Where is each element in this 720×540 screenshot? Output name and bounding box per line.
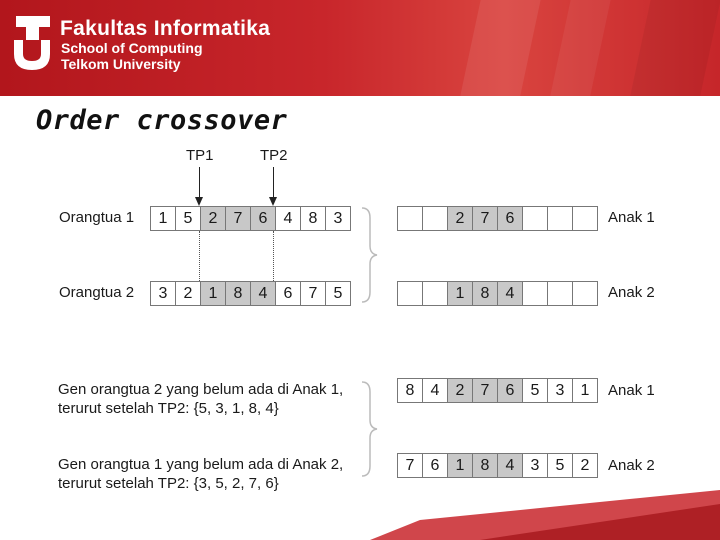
gene-cell [522,281,548,306]
note1-line2: terurut setelah TP2: {5, 3, 1, 8, 4} [58,400,279,417]
gene-cell: 6 [497,378,523,403]
footer-decoration [360,490,720,540]
gene-cell [572,281,598,306]
university-name: Telkom University [61,56,181,72]
note2-line1: Gen orangtua 1 yang belum ada di Anak 2, [58,456,344,473]
gene-cell: 6 [250,206,276,231]
gene-cell: 1 [200,281,226,306]
header-banner [0,0,720,96]
brace-bottom [358,380,380,478]
gene-cell: 1 [447,281,473,306]
gene-cell: 5 [522,378,548,403]
tp2-arrow-head [269,197,277,206]
child2-final-chromosome [397,453,597,478]
child1-partial-label: Anak 1 [608,209,655,226]
gene-cell: 4 [250,281,276,306]
gene-cell: 6 [275,281,301,306]
child1-final-label: Anak 1 [608,382,655,399]
gene-cell [522,206,548,231]
gene-cell: 2 [572,453,598,478]
tp2-arrow [273,167,274,198]
page-title: Order crossover [36,105,288,136]
parent2-label: Orangtua 2 [59,284,135,301]
gene-cell: 7 [300,281,326,306]
gene-cell: 3 [522,453,548,478]
gene-cell: 1 [572,378,598,403]
tp1-dashed-line [199,231,200,281]
gene-cell: 2 [447,378,473,403]
note2-line2: terurut setelah TP2: {3, 5, 2, 7, 6} [58,475,279,492]
gene-cell: 4 [422,378,448,403]
tp2-dashed-line [273,231,274,281]
tp2-label: TP2 [260,147,288,164]
gene-cell [422,206,448,231]
child2-partial-label: Anak 2 [608,284,655,301]
gene-cell [547,281,573,306]
gene-cell: 2 [175,281,201,306]
parent1-label: Orangtua 1 [59,209,135,226]
telkom-logo [12,14,52,72]
child2-partial-chromosome [397,281,597,306]
gene-cell: 4 [497,453,523,478]
gene-cell: 5 [175,206,201,231]
gene-cell: 6 [497,206,523,231]
gene-cell: 3 [150,281,176,306]
tp1-label: TP1 [186,147,214,164]
gene-cell: 7 [225,206,251,231]
gene-cell: 5 [547,453,573,478]
gene-cell: 8 [397,378,423,403]
gene-cell [572,206,598,231]
parent2-chromosome [150,281,350,306]
tp1-arrow-head [195,197,203,206]
gene-cell: 7 [397,453,423,478]
gene-cell [397,206,423,231]
gene-cell: 1 [150,206,176,231]
gene-cell: 2 [200,206,226,231]
child2-final-label: Anak 2 [608,457,655,474]
brace-top [358,206,380,304]
faculty-name: Fakultas Informatika [60,17,271,40]
gene-cell: 6 [422,453,448,478]
child1-final-chromosome [397,378,597,403]
gene-cell: 4 [275,206,301,231]
tp1-arrow [199,167,200,198]
gene-cell: 7 [472,378,498,403]
gene-cell: 3 [547,378,573,403]
note1-line1: Gen orangtua 2 yang belum ada di Anak 1, [58,381,344,398]
gene-cell: 8 [300,206,326,231]
gene-cell: 4 [497,281,523,306]
gene-cell: 8 [472,281,498,306]
child1-partial-chromosome [397,206,597,231]
gene-cell [397,281,423,306]
parent1-chromosome [150,206,350,231]
gene-cell: 3 [325,206,351,231]
school-name: School of Computing [61,40,203,56]
gene-cell [422,281,448,306]
gene-cell: 1 [447,453,473,478]
gene-cell: 8 [225,281,251,306]
gene-cell: 2 [447,206,473,231]
gene-cell [547,206,573,231]
gene-cell: 7 [472,206,498,231]
gene-cell: 8 [472,453,498,478]
gene-cell: 5 [325,281,351,306]
